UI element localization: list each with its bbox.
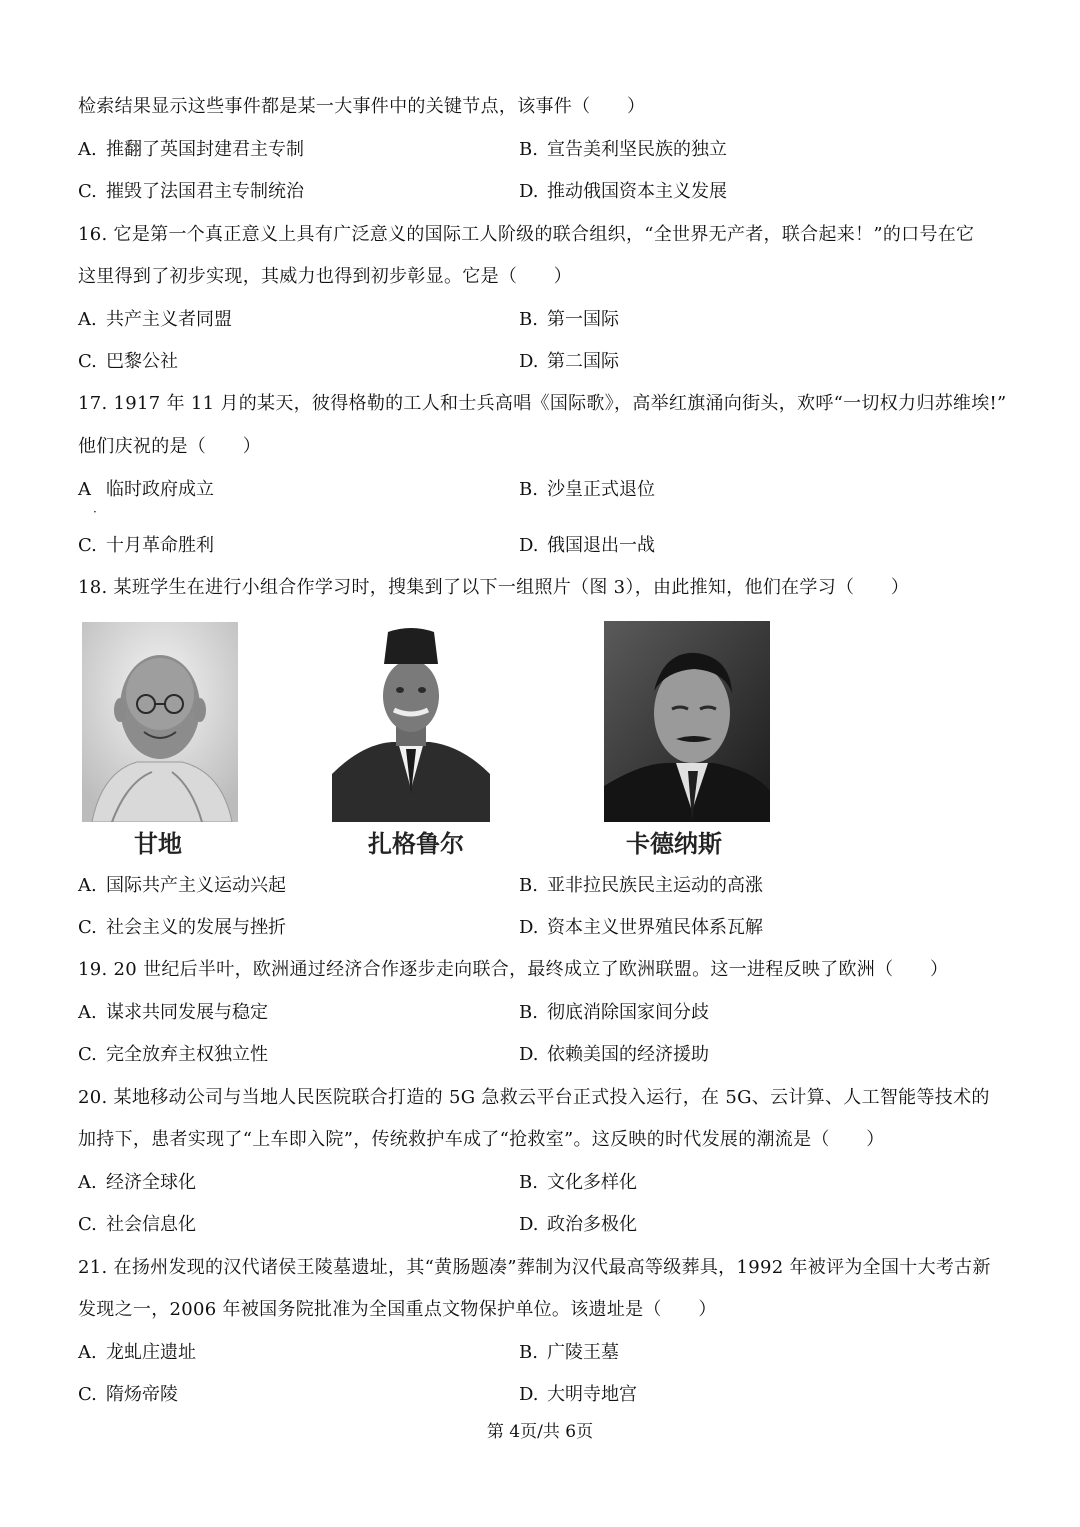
option-letter: C.	[78, 181, 97, 202]
q15-stem: 检索结果显示这些事件都是某一大事件中的关键节点，该事件（ ）	[78, 96, 646, 117]
q21-stem-line2: 发现之一，2006 年被国务院批准为全国重点文物保护单位。该遗址是（ ）	[78, 1299, 717, 1320]
option-text: 完全放弃主权独立性	[106, 1044, 268, 1065]
option-letter: B.	[519, 139, 538, 160]
q20-option-b[interactable]	[519, 1170, 637, 1196]
option-letter: B.	[519, 875, 538, 896]
q16-stem-line2: 这里得到了初步实现，其威力也得到初步彰显。它是（ ）	[78, 266, 573, 287]
q20-stem-line1: 20. 某地移动公司与当地人民医院联合打造的 5G 急救云平台正式投入运行，在 5G、云计算、人工智能等技术的	[78, 1087, 990, 1108]
option-text: 社会信息化	[106, 1214, 196, 1235]
q15-option-c[interactable]	[78, 179, 304, 205]
option-text: 资本主义世界殖民体系瓦解	[547, 917, 763, 938]
q21-stem-line1: 21. 在扬州发现的汉代诸侯王陵墓遗址，其“黄肠题凑”葬制为汉代最高等级葬具，1992 年被评为全国十大考古新	[78, 1257, 991, 1278]
q15-option-a[interactable]	[78, 137, 304, 163]
q17-option-a[interactable]	[78, 477, 214, 503]
q16-option-b[interactable]	[519, 307, 619, 333]
option-letter: B.	[519, 309, 538, 330]
q19-option-c[interactable]	[78, 1042, 268, 1068]
q17-option-d[interactable]	[519, 533, 655, 559]
option-letter: C.	[78, 351, 97, 372]
option-letter: C.	[78, 1214, 97, 1235]
photo-zaghloul	[332, 624, 490, 822]
q17-option-c[interactable]	[78, 533, 214, 559]
option-letter: C.	[78, 1044, 97, 1065]
photo-gandhi	[82, 622, 238, 822]
option-letter: D.	[519, 1214, 539, 1235]
q15-option-d[interactable]	[519, 179, 727, 205]
option-letter: D.	[519, 1044, 539, 1065]
portrait-cardenas-image	[604, 621, 770, 822]
option-letter: A	[78, 479, 91, 500]
option-text: 广陵王墓	[547, 1342, 619, 1363]
option-text: 龙虬庄遗址	[106, 1342, 196, 1363]
option-letter: A.	[78, 309, 97, 330]
option-letter: D.	[519, 917, 539, 938]
q21-option-c[interactable]	[78, 1382, 178, 1408]
option-text: 宣告美利坚民族的独立	[547, 139, 727, 160]
q20-option-d[interactable]	[519, 1212, 637, 1238]
q21-option-d[interactable]	[519, 1382, 637, 1408]
photo-cardenas	[604, 621, 770, 822]
q18-option-d[interactable]	[519, 915, 763, 941]
option-text: 十月革命胜利	[106, 535, 214, 556]
q17-stem-line1: 17. 1917 年 11 月的某天，彼得格勒的工人和士兵高唱《国际歌》，高举红旗涌向街头，欢呼“一切权力归苏维埃!”	[78, 393, 1007, 414]
option-letter: D.	[519, 1384, 539, 1405]
stray-dot: ·	[93, 505, 97, 519]
option-letter: B.	[519, 1172, 538, 1193]
portrait-zaghloul-image	[332, 624, 490, 822]
option-letter: A.	[78, 1002, 97, 1023]
q18-option-a[interactable]	[78, 873, 286, 899]
q20-option-c[interactable]	[78, 1212, 196, 1238]
option-text: 文化多样化	[547, 1172, 637, 1193]
q19-option-b[interactable]	[519, 1000, 709, 1026]
option-letter: A.	[78, 1172, 97, 1193]
option-text: 隋炀帝陵	[106, 1384, 178, 1405]
q20-stem-line2: 加持下，患者实现了“上车即入院”，传统救护车成了“抢救室”。这反映的时代发展的潮流是（ ）	[78, 1129, 885, 1150]
q16-option-d[interactable]	[519, 349, 619, 375]
caption-zaghloul: 扎格鲁尔	[368, 830, 464, 858]
q18-stem: 18. 某班学生在进行小组合作学习时，搜集到了以下一组照片（图 3），由此推知，他们在学习（ ）	[78, 577, 910, 598]
q19-stem: 19. 20 世纪后半叶，欧洲通过经济合作逐步走向联合，最终成立了欧洲联盟。这一进程反映了欧洲（ ）	[78, 959, 949, 980]
q19-option-d[interactable]	[519, 1042, 709, 1068]
option-letter: D.	[519, 535, 539, 556]
option-letter: B.	[519, 479, 538, 500]
option-text: 彻底消除国家间分歧	[547, 1002, 709, 1023]
q18-option-b[interactable]	[519, 873, 763, 899]
option-letter: C.	[78, 1384, 97, 1405]
caption-cardenas: 卡德纳斯	[626, 830, 722, 858]
option-letter: B.	[519, 1002, 538, 1023]
portrait-gandhi-image	[82, 622, 238, 822]
option-text: 政治多极化	[547, 1214, 637, 1235]
q19-option-a[interactable]	[78, 1000, 268, 1026]
q20-option-a[interactable]	[78, 1170, 196, 1196]
option-letter: D.	[519, 181, 539, 202]
q16-option-a[interactable]	[78, 307, 232, 333]
caption-gandhi: 甘地	[134, 830, 182, 858]
option-letter: D.	[519, 351, 539, 372]
q18-option-c[interactable]	[78, 915, 286, 941]
option-text: 临时政府成立	[106, 479, 214, 500]
option-letter: B.	[519, 1342, 538, 1363]
option-text: 社会主义的发展与挫折	[106, 917, 286, 938]
option-text: 共产主义者同盟	[106, 309, 232, 330]
option-text: 巴黎公社	[106, 351, 178, 372]
q17-option-b[interactable]	[519, 477, 655, 503]
option-text: 谋求共同发展与稳定	[106, 1002, 268, 1023]
option-letter: A.	[78, 875, 97, 896]
option-letter: C.	[78, 535, 97, 556]
option-letter: A.	[78, 139, 97, 160]
option-text: 推动俄国资本主义发展	[547, 181, 727, 202]
q16-option-c[interactable]	[78, 349, 178, 375]
q17-stem-line2: 他们庆祝的是（ ）	[78, 436, 261, 457]
option-text: 第二国际	[547, 351, 619, 372]
q21-option-a[interactable]	[78, 1340, 196, 1366]
option-text: 大明寺地宫	[547, 1384, 637, 1405]
option-letter: A.	[78, 1342, 97, 1363]
option-text: 沙皇正式退位	[547, 479, 655, 500]
option-text: 国际共产主义运动兴起	[106, 875, 286, 896]
option-text: 第一国际	[547, 309, 619, 330]
page-number: 第 4页/共 6页	[486, 1422, 594, 1442]
q21-option-b[interactable]	[519, 1340, 619, 1366]
option-letter: C.	[78, 917, 97, 938]
q15-option-b[interactable]	[519, 137, 727, 163]
option-text: 亚非拉民族民主运动的高涨	[547, 875, 763, 896]
option-text: 依赖美国的经济援助	[547, 1044, 709, 1065]
option-text: 推翻了英国封建君主专制	[106, 139, 304, 160]
option-text: 摧毁了法国君主专制统治	[106, 181, 304, 202]
option-text: 经济全球化	[106, 1172, 196, 1193]
option-text: 俄国退出一战	[547, 535, 655, 556]
q16-stem-line1: 16. 它是第一个真正意义上具有广泛意义的国际工人阶级的联合组织，“全世界无产者，联合起来！”的口号在它	[78, 224, 975, 245]
